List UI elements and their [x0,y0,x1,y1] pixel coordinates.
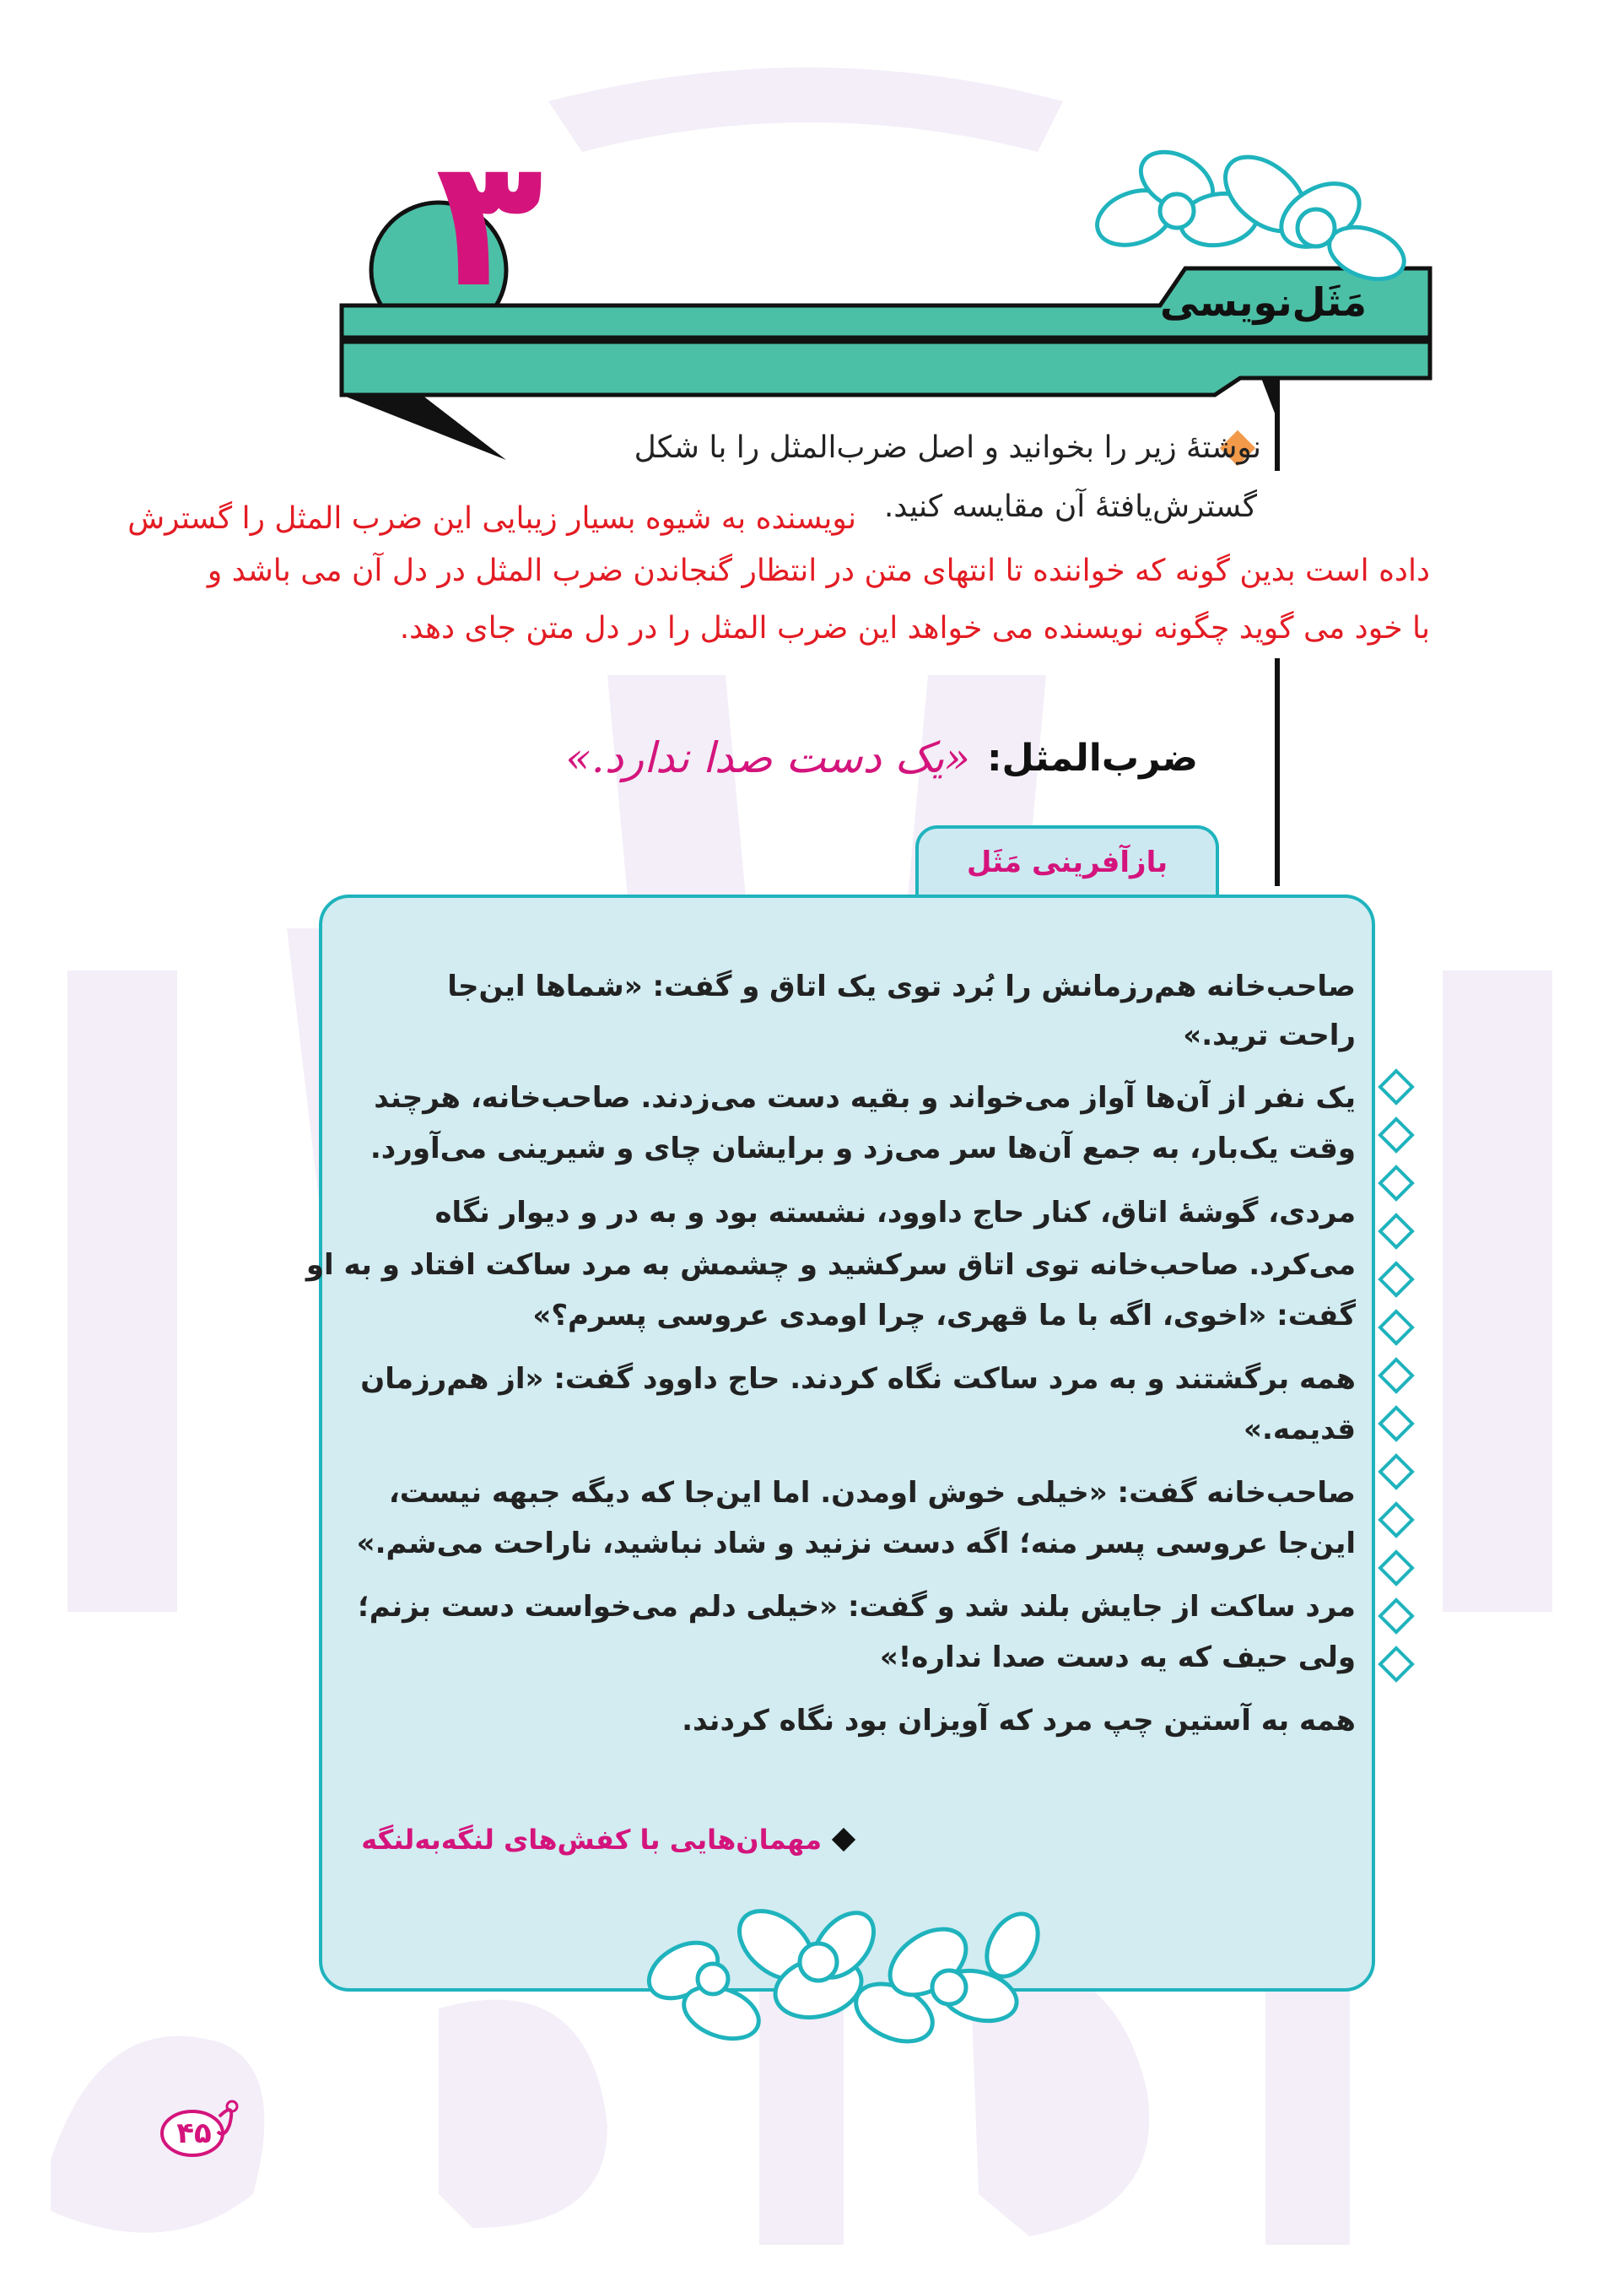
page-number: ۴۵ [176,2116,212,2150]
answer-line-2: داده است بدین گونه که خواننده تا انتهای متن در انتظار گنجاندن ضرب المثل در دل آن می باشد و [207,554,1430,588]
story-line: وقت یک‌بار، به جمع آن‌ها سر می‌زد و برایشان چای و شیرینی می‌آورد. [370,1132,1356,1165]
proverb-label: ضرب‌المثل: [986,736,1198,780]
story-line: همه برگشتند و به مرد ساکت نگاه کردند. حاج داوود گفت: «از هم‌رزمان [360,1362,1356,1396]
story-line: همه به آستین چپ مرد که آویزان بود نگاه کردند. [682,1704,1356,1738]
story-line: راحت ترید.» [1183,1019,1356,1052]
flowers-decoration [641,1895,1046,2063]
story-line: صاحب‌خانه هم‌رزمانش را بُرد توی یک اتاق و گفت: «شماها این‌جا [447,970,1356,1003]
story-line: ولی حیف که یه دست صدا نداره!» [879,1641,1356,1674]
story-line: مردی، گوشهٔ اتاق، کنار حاج داوود، نشسته بود و به در و دیوار نگاه [434,1196,1356,1230]
proverb-text: «یک دست صدا ندارد.» [565,733,970,782]
section-tab: بازآفرینی مَثَل [915,825,1219,898]
page-title: مَثَل‌نویسی [1159,279,1367,325]
lesson-number: ۳ [434,120,544,327]
margin-line [1275,378,1280,471]
story-line: صاحب‌خانه گفت: «خیلی خوش اومدن. اما این‌جا که دیگه جبهه نیست، [388,1476,1356,1510]
story-line: گفت: «اخوی، اگه با ما قهری، چرا اومدی عروسی پسرم؟» [532,1299,1356,1332]
story-line: این‌جا عروسی پسر منه؛ اگه دست نزنید و شاد نباشید، ناراحت می‌شم.» [356,1527,1356,1560]
side-diamond-chain [1375,1068,1417,1692]
lesson-header-banner [0,0,1624,473]
story-line: قدیمه.» [1244,1413,1356,1446]
story-line: می‌کرد. صاحب‌خانه توی اتاق سرکشید و چشمش به مرد ساکت افتاد و به او [305,1248,1356,1282]
source-title: مهمان‌هایی با کفش‌های لنگه‌به‌لنگه [361,1824,822,1856]
instruction-line-1: نوشتهٔ زیر را بخوانید و اصل ضرب‌المثل را با شکل [634,430,1261,465]
instruction-line-2: گسترش‌یافتهٔ آن مقایسه کنید. [883,489,1257,524]
story-source [361,1814,852,1865]
answer-line-1: نویسنده به شیوه بسیار زیبایی این ضرب المثل را گسترش [127,501,856,536]
source-diamond-icon [832,1828,855,1851]
story-line: مرد ساکت از جایش بلند شد و گفت: «خیلی دلم می‌خواست دست بزنم؛ [358,1590,1356,1624]
answer-line-3: با خود می گوید چگونه نویسنده می خواهد این ضرب المثل را در دل متن جای دهد. [399,611,1430,646]
story-line: یک نفر از آن‌ها آواز می‌خواند و بقیه دست می‌زدند. صاحب‌خانه، هرچند [374,1081,1356,1115]
proverb [565,724,1198,792]
margin-line [1275,658,1280,886]
